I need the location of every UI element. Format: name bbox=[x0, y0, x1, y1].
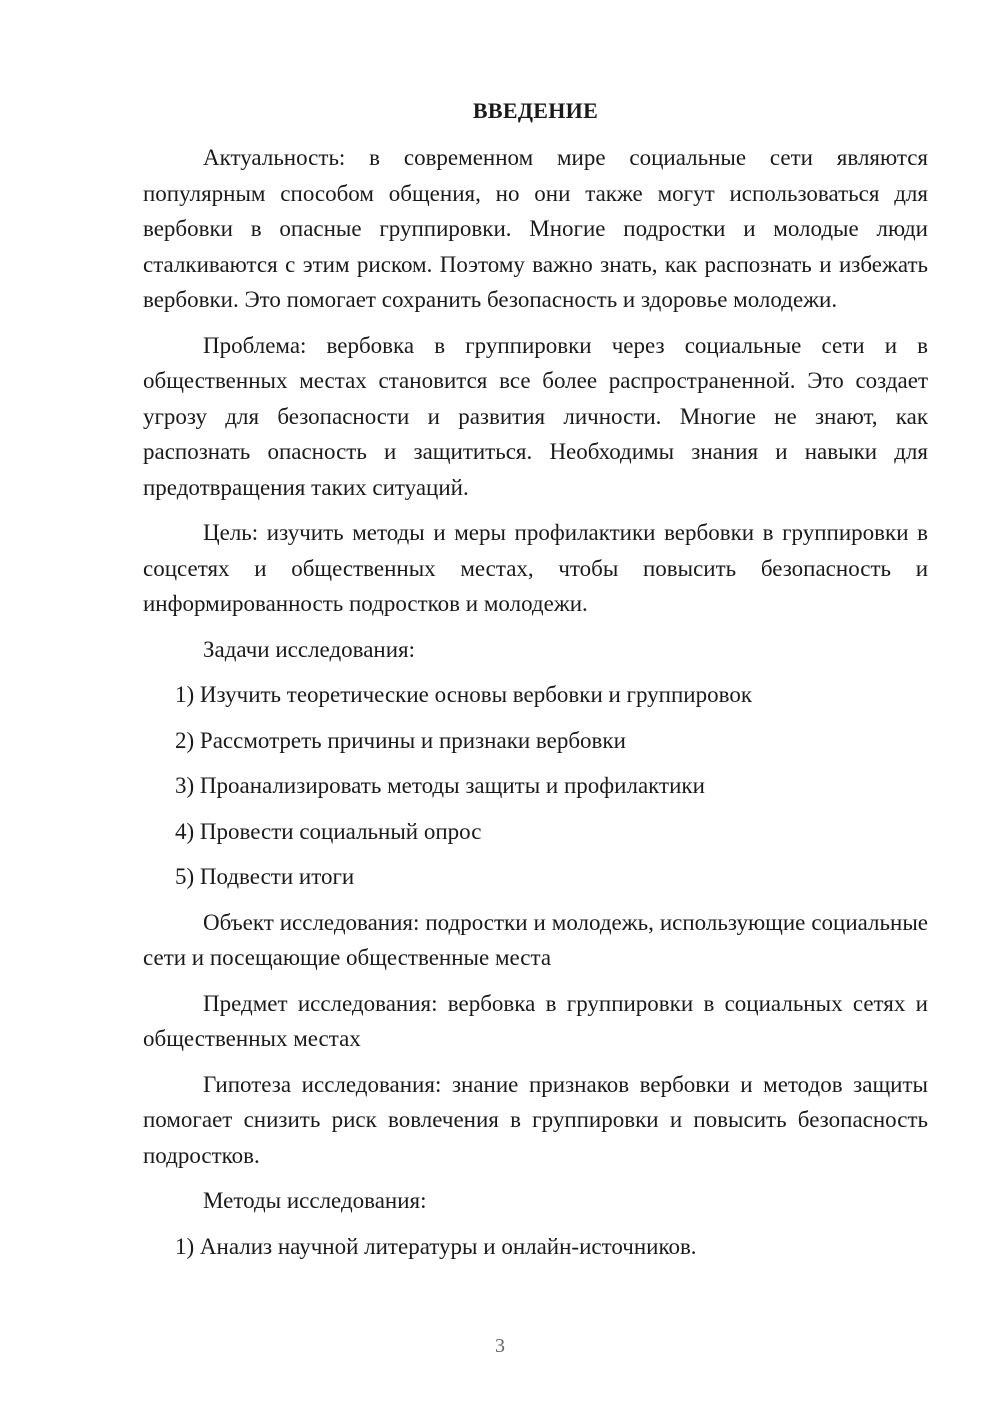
method-item: 1) Анализ научной литературы и онлайн-источников. bbox=[175, 1233, 697, 1259]
page-content bbox=[143, 96, 928, 1274]
task-item: 2) Рассмотреть причины и признаки вербовки bbox=[175, 727, 626, 753]
methods-list bbox=[143, 1229, 928, 1265]
page-number: 3 bbox=[495, 1335, 505, 1357]
paragraph-goal: Цель: изучить методы и меры профилактики вербовки в группировки в соцсетях и общественных местах, чтобы повысить безопасность и информированность подростков и молодежи. bbox=[143, 520, 928, 616]
methods-heading: Методы исследования: bbox=[203, 1188, 427, 1213]
task-item: 1) Изучить теоретические основы вербовки и группировок bbox=[175, 682, 752, 707]
task-item: 4) Провести социальный опрос bbox=[175, 818, 482, 844]
paragraph-relevance: Актуальность: в современном мире социальные сети являются популярным способом общения, но они также могут использоваться для вербовки в опасные группировки. Многие подростки и молодые люди сталкиваются с этим риском. Поэтому важно знать, как распознать и избежать вербовки. Это помогает сохранить безопасность и здоровье молодежи. bbox=[143, 145, 928, 312]
task-item: 3) Проанализировать методы защиты и профилактики bbox=[175, 773, 705, 798]
paragraph-object: Объект исследования: подростки и молодежь, использующие социальные сети и посещающие общественные места bbox=[143, 909, 928, 970]
paragraph-hypothesis: Гипотеза исследования: знание признаков вербовки и методов защиты помогает снизить риск вовлечения в группировки и повысить безопасность подростков. bbox=[143, 1071, 928, 1168]
tasks-heading: Задачи исследования: bbox=[203, 636, 416, 662]
tasks-list bbox=[143, 677, 928, 895]
paragraph-subject: Предмет исследования: вербовка в группировки в социальных сетях и общественных местах bbox=[143, 990, 928, 1051]
section-title: ВВЕДЕНИЕ bbox=[472, 98, 599, 123]
task-item: 5) Подвести итоги bbox=[175, 864, 355, 889]
paragraph-problem: Проблема: вербовка в группировки через социальные сети и в общественных местах становится все более распространенной. Это создает угрозу для безопасности и развития личности. Многие не знают, как распознать опасность и защититься. Необходимы знания и навыки для предотвращения таких ситуаций. bbox=[143, 332, 928, 500]
